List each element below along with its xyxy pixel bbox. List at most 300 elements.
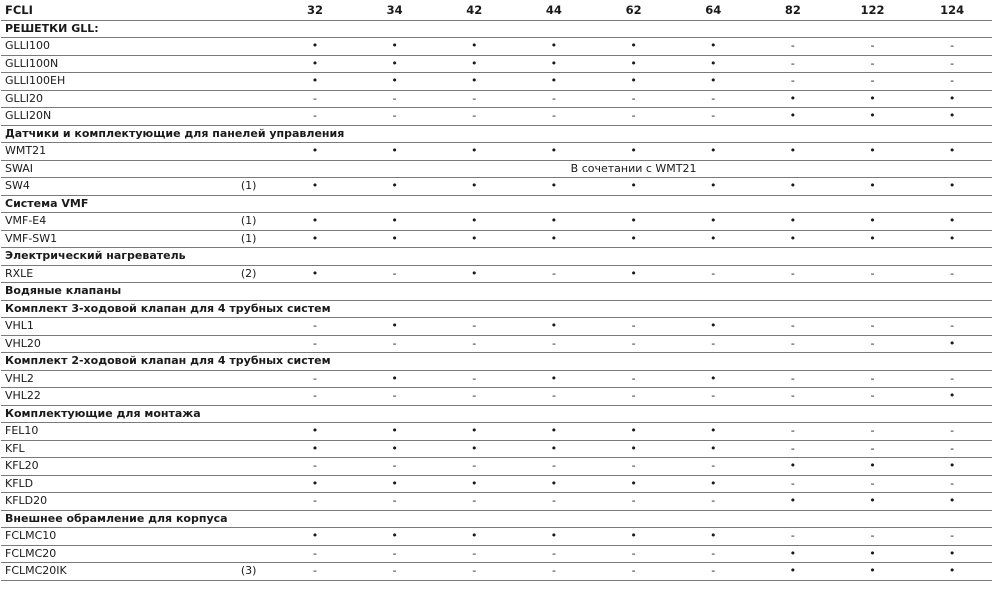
availability-cell: - [833, 318, 913, 336]
item-code: RXLE [1, 265, 235, 283]
item-code: KFL20 [1, 458, 235, 476]
availability-cell: - [355, 545, 435, 563]
item-code: GLLI20N [1, 108, 235, 126]
size-header: 44 [514, 0, 594, 20]
item-code: WMT21 [1, 143, 235, 161]
availability-cell: • [514, 55, 594, 73]
footnote-ref [235, 318, 275, 336]
availability-cell: - [753, 55, 833, 73]
availability-cell: • [514, 213, 594, 231]
availability-cell: • [514, 230, 594, 248]
footnote-ref [235, 55, 275, 73]
availability-cell: • [594, 475, 674, 493]
availability-cell: • [594, 73, 674, 91]
availability-cell: • [912, 213, 992, 231]
availability-cell: - [594, 318, 674, 336]
size-header: 122 [833, 0, 913, 20]
availability-cell: - [753, 318, 833, 336]
availability-cell: - [514, 563, 594, 581]
table-row [1, 230, 992, 248]
availability-cell: - [753, 423, 833, 441]
availability-cell: - [355, 265, 435, 283]
table-row [1, 55, 992, 73]
availability-cell: • [355, 475, 435, 493]
size-header: 62 [594, 0, 674, 20]
availability-cell: • [912, 493, 992, 511]
table-row [1, 388, 992, 406]
table-row [1, 545, 992, 563]
item-code: VMF-SW1 [1, 230, 235, 248]
availability-cell: - [355, 108, 435, 126]
availability-cell: - [434, 108, 514, 126]
size-header: 124 [912, 0, 992, 20]
availability-cell: • [594, 55, 674, 73]
footnote-ref [235, 423, 275, 441]
footnote-ref: (2) [235, 265, 275, 283]
availability-cell: • [912, 563, 992, 581]
availability-cell: • [833, 493, 913, 511]
availability-cell: • [673, 230, 753, 248]
availability-cell: • [514, 73, 594, 91]
item-code: SW4 [1, 178, 235, 196]
availability-cell: - [434, 90, 514, 108]
availability-cell: • [594, 265, 674, 283]
availability-cell: • [753, 213, 833, 231]
availability-cell: • [355, 318, 435, 336]
table-row [1, 318, 992, 336]
table-row [1, 160, 992, 178]
availability-cell: • [275, 230, 355, 248]
table-row [1, 213, 992, 231]
availability-cell: - [594, 108, 674, 126]
section-row [1, 510, 992, 528]
table-row [1, 38, 992, 56]
availability-cell: • [434, 230, 514, 248]
item-code: VMF-E4 [1, 213, 235, 231]
availability-cell: • [434, 73, 514, 91]
availability-cell: • [594, 38, 674, 56]
availability-cell: • [753, 178, 833, 196]
availability-cell: • [275, 423, 355, 441]
footnote-ref [235, 440, 275, 458]
availability-cell: • [673, 318, 753, 336]
availability-cell: - [275, 388, 355, 406]
table-row [1, 423, 992, 441]
availability-cell: - [833, 440, 913, 458]
availability-cell: • [514, 38, 594, 56]
availability-cell: • [753, 108, 833, 126]
availability-cell: • [594, 213, 674, 231]
availability-cell: • [275, 440, 355, 458]
availability-cell: - [514, 265, 594, 283]
availability-cell: • [434, 38, 514, 56]
table-row [1, 475, 992, 493]
table-row [1, 178, 992, 196]
availability-cell: - [275, 458, 355, 476]
availability-cell: • [833, 230, 913, 248]
availability-cell: • [594, 440, 674, 458]
table-body [1, 20, 992, 580]
availability-cell: • [434, 528, 514, 546]
footnote-ref: (1) [235, 178, 275, 196]
availability-cell: - [594, 90, 674, 108]
section-title: РЕШЕТКИ GLL: [1, 20, 992, 38]
item-code: SWAI [1, 160, 235, 178]
availability-cell: - [355, 335, 435, 353]
availability-cell: • [753, 143, 833, 161]
availability-cell: • [833, 458, 913, 476]
section-row [1, 248, 992, 266]
availability-cell: • [594, 423, 674, 441]
section-title: Электрический нагреватель [1, 248, 992, 266]
footnote-ref: (1) [235, 213, 275, 231]
availability-cell: - [673, 545, 753, 563]
availability-cell: - [912, 423, 992, 441]
availability-cell: - [434, 318, 514, 336]
availability-cell: • [912, 335, 992, 353]
availability-cell: • [355, 38, 435, 56]
availability-cell: - [434, 563, 514, 581]
item-code: VHL1 [1, 318, 235, 336]
item-code: KFLD20 [1, 493, 235, 511]
footnote-ref [235, 108, 275, 126]
availability-cell: • [275, 475, 355, 493]
availability-cell: • [912, 143, 992, 161]
availability-cell: • [673, 475, 753, 493]
table-row [1, 370, 992, 388]
compatibility-table [1, 0, 992, 581]
availability-cell: • [673, 423, 753, 441]
availability-cell: - [912, 318, 992, 336]
footnote-ref [235, 545, 275, 563]
availability-cell: - [833, 73, 913, 91]
availability-cell: • [912, 230, 992, 248]
availability-cell: - [833, 55, 913, 73]
spanning-note: В сочетании с WMT21 [275, 160, 992, 178]
availability-cell: - [912, 440, 992, 458]
availability-cell: • [355, 440, 435, 458]
availability-cell: - [912, 370, 992, 388]
section-title: Комплект 2-ходовой клапан для 4 трубных систем [1, 353, 992, 371]
table-row [1, 90, 992, 108]
table-row [1, 458, 992, 476]
availability-cell: • [753, 545, 833, 563]
availability-cell: • [275, 528, 355, 546]
availability-cell: • [275, 73, 355, 91]
availability-cell: - [275, 108, 355, 126]
availability-cell: • [594, 230, 674, 248]
size-header: 64 [673, 0, 753, 20]
availability-cell: - [275, 493, 355, 511]
availability-cell: • [673, 55, 753, 73]
footnote-ref [235, 388, 275, 406]
footnote-ref: (3) [235, 563, 275, 581]
table-row [1, 265, 992, 283]
footnote-ref [235, 475, 275, 493]
availability-cell: • [673, 178, 753, 196]
availability-cell: • [673, 38, 753, 56]
availability-cell: - [673, 563, 753, 581]
availability-cell: - [912, 55, 992, 73]
availability-cell: • [912, 388, 992, 406]
availability-cell: • [753, 563, 833, 581]
size-header: 42 [434, 0, 514, 20]
availability-cell: - [833, 265, 913, 283]
section-row [1, 195, 992, 213]
availability-cell: - [833, 475, 913, 493]
availability-cell: • [275, 38, 355, 56]
size-header: 82 [753, 0, 833, 20]
availability-cell: • [514, 143, 594, 161]
availability-cell: - [673, 108, 753, 126]
item-code: KFLD [1, 475, 235, 493]
table-row [1, 143, 992, 161]
availability-cell: • [912, 545, 992, 563]
item-code: GLLI100 [1, 38, 235, 56]
availability-cell: • [594, 143, 674, 161]
availability-cell: - [594, 370, 674, 388]
availability-cell: • [275, 265, 355, 283]
availability-cell: - [514, 458, 594, 476]
availability-cell: • [594, 528, 674, 546]
availability-cell: - [673, 388, 753, 406]
availability-cell: - [514, 388, 594, 406]
availability-cell: • [514, 318, 594, 336]
section-title: Водяные клапаны [1, 283, 992, 301]
table-row [1, 108, 992, 126]
availability-cell: • [514, 528, 594, 546]
availability-cell: • [275, 178, 355, 196]
availability-cell: - [594, 458, 674, 476]
availability-cell: - [673, 458, 753, 476]
footnote-ref [235, 38, 275, 56]
availability-cell: • [355, 213, 435, 231]
availability-cell: • [753, 458, 833, 476]
footnote-ref [235, 458, 275, 476]
availability-cell: - [594, 335, 674, 353]
availability-cell: • [912, 108, 992, 126]
availability-cell: - [514, 108, 594, 126]
availability-cell: - [514, 493, 594, 511]
availability-cell: • [833, 178, 913, 196]
availability-cell: • [434, 178, 514, 196]
item-code: KFL [1, 440, 235, 458]
availability-cell: • [753, 493, 833, 511]
item-code: FCLMC20IK [1, 563, 235, 581]
availability-cell: • [355, 528, 435, 546]
availability-cell: • [673, 213, 753, 231]
availability-cell: - [594, 545, 674, 563]
availability-cell: • [355, 370, 435, 388]
availability-cell: • [355, 178, 435, 196]
availability-cell: - [753, 388, 833, 406]
availability-cell: - [355, 493, 435, 511]
availability-cell: • [833, 143, 913, 161]
availability-cell: - [753, 528, 833, 546]
availability-cell: • [434, 265, 514, 283]
model-header: FCLI [1, 0, 235, 20]
footnote-ref: (1) [235, 230, 275, 248]
availability-cell: • [514, 475, 594, 493]
availability-cell: - [912, 265, 992, 283]
availability-cell: - [355, 563, 435, 581]
footnote-ref [235, 143, 275, 161]
availability-cell: - [434, 370, 514, 388]
availability-cell: • [434, 213, 514, 231]
section-title: Система VMF [1, 195, 992, 213]
availability-cell: - [275, 370, 355, 388]
availability-cell: - [912, 38, 992, 56]
item-code: VHL20 [1, 335, 235, 353]
availability-cell: • [514, 370, 594, 388]
availability-cell: - [673, 493, 753, 511]
availability-cell: • [355, 230, 435, 248]
availability-cell: - [912, 528, 992, 546]
section-row [1, 125, 992, 143]
section-row [1, 353, 992, 371]
availability-cell: - [434, 335, 514, 353]
availability-cell: - [355, 90, 435, 108]
availability-cell: • [753, 230, 833, 248]
footnote-ref [235, 493, 275, 511]
item-code: GLLI20 [1, 90, 235, 108]
section-row [1, 300, 992, 318]
availability-cell: • [673, 440, 753, 458]
availability-cell: - [434, 388, 514, 406]
availability-cell: - [275, 545, 355, 563]
availability-cell: - [594, 563, 674, 581]
size-header: 32 [275, 0, 355, 20]
section-title: Внешнее обрамление для корпуса [1, 510, 992, 528]
availability-cell: - [355, 388, 435, 406]
availability-cell: • [912, 178, 992, 196]
availability-cell: • [434, 143, 514, 161]
availability-cell: • [434, 423, 514, 441]
table-row [1, 440, 992, 458]
footnote-ref [235, 370, 275, 388]
availability-cell: - [833, 335, 913, 353]
size-header: 34 [355, 0, 435, 20]
availability-cell: - [753, 265, 833, 283]
availability-cell: - [275, 335, 355, 353]
availability-cell: - [912, 475, 992, 493]
availability-cell: • [434, 475, 514, 493]
footnote-ref [235, 160, 275, 178]
item-code: GLLI100EH [1, 73, 235, 91]
availability-cell: - [753, 38, 833, 56]
footnote-ref [235, 90, 275, 108]
availability-cell: • [355, 423, 435, 441]
table-row [1, 493, 992, 511]
availability-cell: • [355, 143, 435, 161]
item-code: FCLMC20 [1, 545, 235, 563]
availability-cell: • [355, 73, 435, 91]
availability-cell: • [833, 545, 913, 563]
availability-cell: • [594, 178, 674, 196]
availability-cell: • [673, 143, 753, 161]
item-code: VHL2 [1, 370, 235, 388]
availability-cell: • [275, 55, 355, 73]
availability-cell: • [833, 108, 913, 126]
availability-cell: • [514, 440, 594, 458]
availability-cell: • [434, 55, 514, 73]
availability-cell: • [355, 55, 435, 73]
table-row [1, 563, 992, 581]
table-row [1, 335, 992, 353]
table-row [1, 73, 992, 91]
availability-cell: • [673, 528, 753, 546]
availability-cell: - [434, 458, 514, 476]
availability-cell: - [833, 370, 913, 388]
availability-cell: - [594, 388, 674, 406]
footnote-ref [235, 73, 275, 91]
availability-cell: • [434, 440, 514, 458]
section-title: Датчики и комплектующие для панелей управления [1, 125, 992, 143]
availability-cell: - [673, 335, 753, 353]
availability-cell: - [753, 370, 833, 388]
availability-cell: • [275, 213, 355, 231]
section-title: Комплектующие для монтажа [1, 405, 992, 423]
availability-cell: • [912, 90, 992, 108]
availability-cell: - [673, 265, 753, 283]
footnote-ref [235, 335, 275, 353]
availability-cell: - [434, 493, 514, 511]
availability-cell: - [833, 38, 913, 56]
availability-cell: - [275, 563, 355, 581]
availability-cell: • [673, 370, 753, 388]
availability-cell: - [514, 90, 594, 108]
availability-cell: - [355, 458, 435, 476]
availability-cell: - [275, 318, 355, 336]
section-row [1, 283, 992, 301]
item-code: VHL22 [1, 388, 235, 406]
availability-cell: - [833, 423, 913, 441]
availability-cell: - [833, 528, 913, 546]
availability-cell: - [514, 335, 594, 353]
availability-cell: - [275, 90, 355, 108]
note-header [235, 0, 275, 20]
availability-cell: • [514, 178, 594, 196]
table-header-row [1, 0, 992, 20]
availability-cell: - [594, 493, 674, 511]
footnote-ref [235, 528, 275, 546]
item-code: FEL10 [1, 423, 235, 441]
availability-cell: - [753, 73, 833, 91]
availability-cell: • [753, 90, 833, 108]
availability-cell: • [833, 563, 913, 581]
availability-cell: - [753, 335, 833, 353]
availability-cell: - [673, 90, 753, 108]
availability-cell: • [673, 73, 753, 91]
availability-cell: • [833, 213, 913, 231]
availability-cell: • [514, 423, 594, 441]
item-code: GLLI100N [1, 55, 235, 73]
availability-cell: - [912, 73, 992, 91]
section-row [1, 405, 992, 423]
table-row [1, 528, 992, 546]
section-row [1, 20, 992, 38]
availability-cell: - [753, 475, 833, 493]
availability-cell: - [434, 545, 514, 563]
availability-cell: • [833, 90, 913, 108]
availability-cell: • [912, 458, 992, 476]
item-code: FCLMC10 [1, 528, 235, 546]
availability-cell: • [275, 143, 355, 161]
availability-cell: - [514, 545, 594, 563]
section-title: Комплект 3-ходовой клапан для 4 трубных систем [1, 300, 992, 318]
availability-cell: - [753, 440, 833, 458]
availability-cell: - [833, 388, 913, 406]
